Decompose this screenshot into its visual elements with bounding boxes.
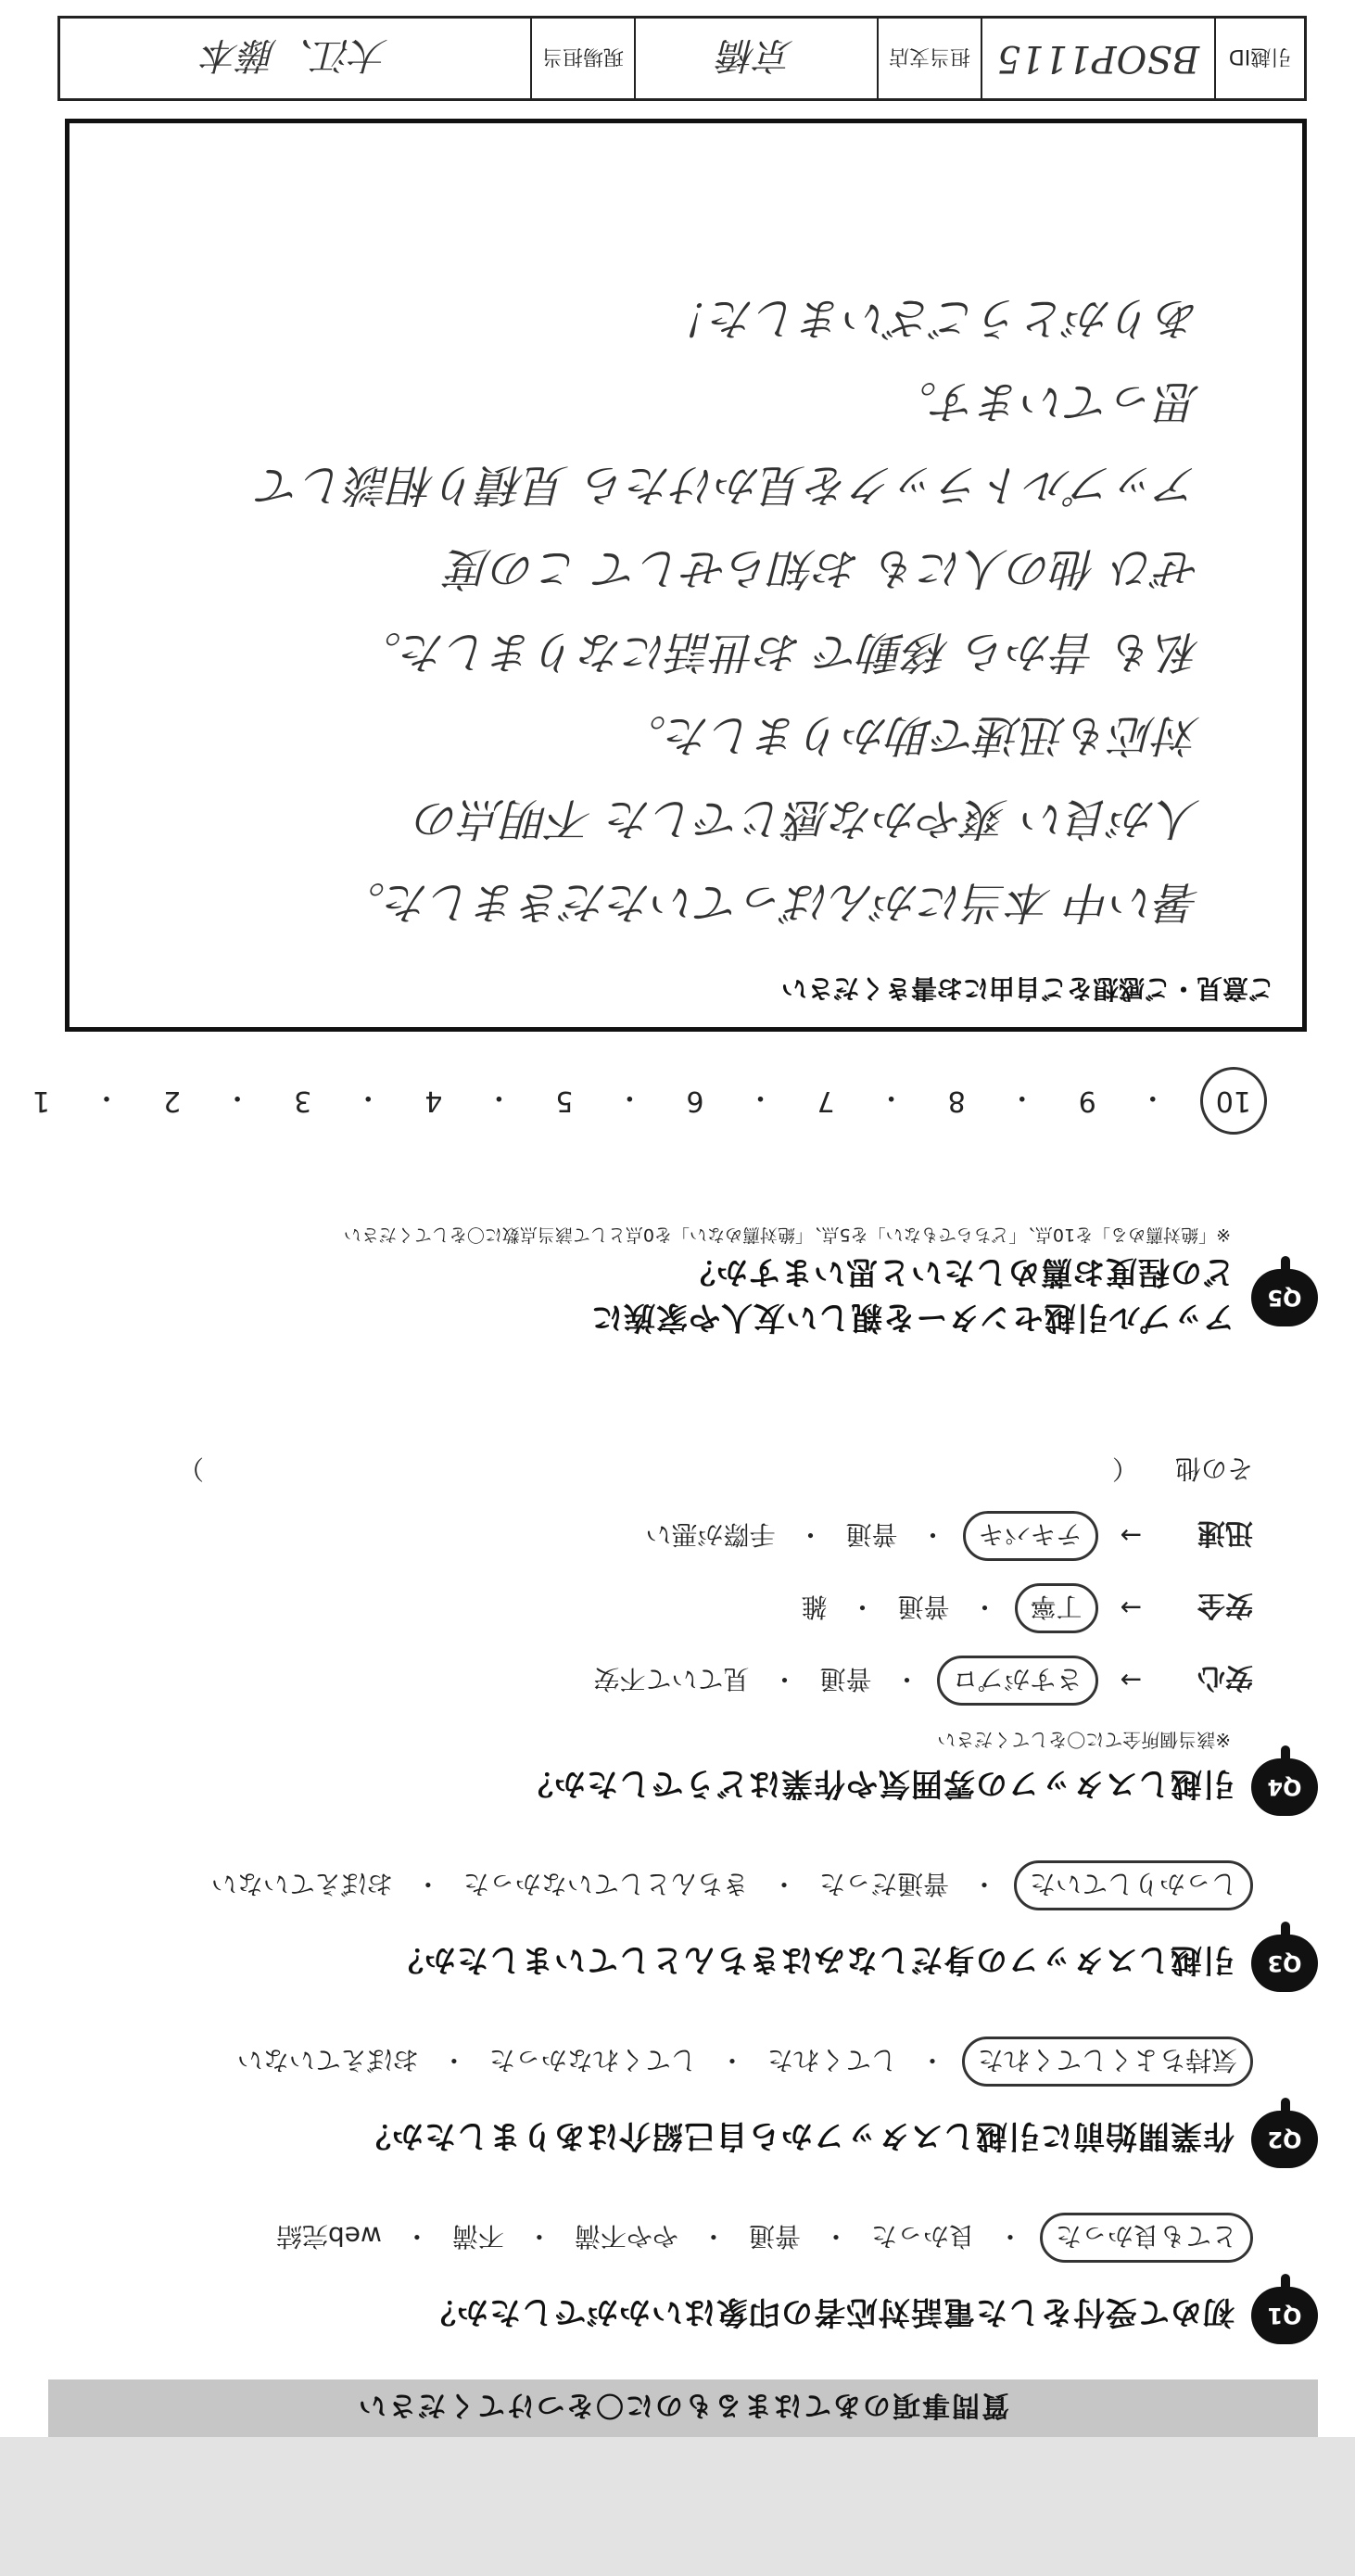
q5-score-selected[interactable]: 10 — [1200, 1067, 1267, 1135]
arrow-icon: → — [1120, 1593, 1142, 1624]
id-value: BSOP1115 — [981, 19, 1214, 98]
q4-other — [39, 1452, 1253, 1489]
comment-line: アップルトラックを見かけたら 見積り相談して — [257, 459, 1200, 511]
q4-option[interactable]: 普通 — [897, 1592, 950, 1622]
q4-option-selected[interactable]: 丁寧 — [1015, 1583, 1098, 1633]
q5-score[interactable]: 8 — [947, 1085, 966, 1117]
comment-line: ぜひ 他の人にも お知らせして この度 — [447, 542, 1200, 594]
q4-option-selected[interactable]: さすがプロ — [937, 1656, 1098, 1706]
q4-option[interactable]: 普通 — [819, 1664, 872, 1694]
q3-option[interactable]: 普通だった — [818, 1869, 949, 1899]
q4-row-anzen: 安全 → 丁寧 ・ 普通 ・ 雑 — [39, 1583, 1253, 1633]
leader-label: 現場担当 — [530, 19, 634, 98]
q4-option[interactable]: 雑 — [801, 1592, 828, 1622]
comment-line: 思っています。 — [892, 375, 1200, 427]
q4-row-jinsoku: 迅速 → テキパキ ・ 普通 ・ 手際が悪い — [39, 1511, 1253, 1561]
q4-badge: Q4 — [1251, 1758, 1318, 1816]
q2-options: 気持ちよくしてくれた ・ してくれた ・ してくれなかった ・ おぼえていない — [39, 2037, 1253, 2087]
top-band — [0, 2437, 1355, 2576]
q5-badge: Q5 — [1251, 1269, 1318, 1326]
q4-row-label: 迅速 — [1197, 1516, 1253, 1549]
q4-row-label: 安全 — [1197, 1589, 1253, 1621]
question-5 — [39, 1224, 1318, 1343]
q5-score[interactable]: 1 — [32, 1085, 51, 1117]
q3-option[interactable]: きちんとしていなかった — [462, 1869, 749, 1899]
comment-title: ご意見・ご感想をご自由にお書きください — [780, 973, 1274, 1004]
q4-row-anshin: 安心 → さすがプロ ・ 普通 ・ 見ていて不安 — [39, 1656, 1253, 1706]
comment-line: 対応も迅速で助かりました。 — [621, 709, 1200, 761]
q4-option-selected[interactable]: テキパキ — [963, 1511, 1098, 1561]
arrow-icon: → — [1120, 1665, 1142, 1696]
instruction-header: 質問事項のあてはまるものに〇をつけてください — [48, 2379, 1318, 2437]
q4-row-label: 安心 — [1197, 1661, 1253, 1694]
id-table — [57, 16, 1307, 101]
q3-text: 引越しスタッフの身だしなみはきちんとしていましたか？ — [391, 1941, 1235, 1979]
q2-option-selected[interactable]: 気持ちよくしてくれた — [962, 2037, 1253, 2087]
q4-text: 引越しスタッフの雰囲気や作業はどうでしたか？ — [521, 1765, 1235, 1803]
id-label: 引越ID — [1214, 19, 1304, 98]
q4-other-label: その他 — [1174, 1453, 1253, 1484]
comment-line: 暑い中 本当にがんばっていただきました。 — [340, 876, 1200, 928]
q5-scale: 10 ・ 9 ・ 8 ・ 7 ・ 6 ・ 5 ・ 4 ・ 3 ・ 2 ・ 1 — [0, 1067, 1267, 1135]
q4-option[interactable]: 普通 — [845, 1519, 898, 1550]
q2-option[interactable]: おぼえていない — [236, 2045, 419, 2075]
q1-option[interactable]: 普通 — [748, 2221, 801, 2252]
q4-other-close: ） — [177, 1453, 204, 1484]
q5-text-line1: アップル引越センターを親しい友人や家族に — [590, 1299, 1235, 1336]
q3-option-selected[interactable]: しっかりしていた — [1014, 1860, 1253, 1910]
branch-label: 担当支店 — [877, 19, 981, 98]
question-2 — [39, 2037, 1318, 2168]
comment-line: 私も 昔から 移動で お世話になりました。 — [357, 626, 1200, 678]
q5-score[interactable]: 5 — [555, 1085, 574, 1117]
q4-note: ※該当個所全てに〇をしてください — [937, 1729, 1231, 1751]
question-3 — [39, 1860, 1318, 1992]
question-4 — [39, 1452, 1318, 1816]
q1-text: 初めて受付をした電話対応者の印象はいかがでしたか？ — [424, 2293, 1235, 2331]
q4-option[interactable]: 見ていて不安 — [593, 1664, 750, 1694]
q1-options: とても良かった ・ 良かった ・ 普通 ・ やや不満 ・ 不満 ・ web完結 — [39, 2213, 1253, 2263]
q1-option[interactable]: やや不満 — [574, 2221, 678, 2252]
q1-option-selected[interactable]: とても良かった — [1040, 2213, 1253, 2263]
q2-option[interactable]: してくれた — [766, 2045, 897, 2075]
arrow-icon: → — [1120, 1520, 1142, 1552]
q3-options: しっかりしていた ・ 普通だった ・ きちんとしていなかった ・ おぼえていない — [39, 1860, 1253, 1910]
q5-score[interactable]: 2 — [163, 1085, 182, 1117]
q5-text-line2: どの程度お薦めしたいと思いますか？ — [683, 1253, 1235, 1290]
q5-score[interactable]: 7 — [817, 1085, 835, 1117]
q1-option[interactable]: web完結 — [275, 2221, 382, 2252]
q4-other-open: （ — [1111, 1453, 1138, 1484]
q1-option[interactable]: 不満 — [451, 2221, 504, 2252]
q3-option[interactable]: おぼえていない — [210, 1869, 393, 1899]
q3-badge: Q3 — [1251, 1935, 1318, 1992]
q2-badge: Q2 — [1251, 2111, 1318, 2168]
q1-option[interactable]: 良かった — [870, 2221, 975, 2252]
q2-option[interactable]: してくれなかった — [488, 2045, 697, 2075]
leader-value: 大江、藤本 — [202, 33, 388, 77]
q5-score[interactable]: 3 — [294, 1085, 312, 1117]
q5-score[interactable]: 9 — [1078, 1085, 1096, 1117]
q5-score[interactable]: 4 — [424, 1085, 443, 1117]
comment-box[interactable] — [65, 119, 1307, 1032]
q5-note: ※「絶対薦める」を10点、「どちらでもない」を5点、「絶対薦めない」を0点として該当点数に〇をしてください — [343, 1225, 1231, 1245]
q4-other-field[interactable] — [241, 1452, 1075, 1489]
comment-line: 人が良い 爽やかな感じでした 不明点の — [415, 793, 1200, 844]
handwritten-comment — [88, 276, 1200, 944]
q1-badge: Q1 — [1251, 2287, 1318, 2344]
q4-option[interactable]: 手際が悪い — [645, 1519, 776, 1550]
q2-text: 作業開始前に引越しスタッフから自己紹介はありましたか？ — [359, 2117, 1235, 2155]
branch-value: 京橋 — [634, 19, 877, 98]
question-1 — [39, 2213, 1318, 2344]
comment-line: ありがとうございました！ — [665, 292, 1200, 344]
q5-score[interactable]: 6 — [686, 1085, 704, 1117]
